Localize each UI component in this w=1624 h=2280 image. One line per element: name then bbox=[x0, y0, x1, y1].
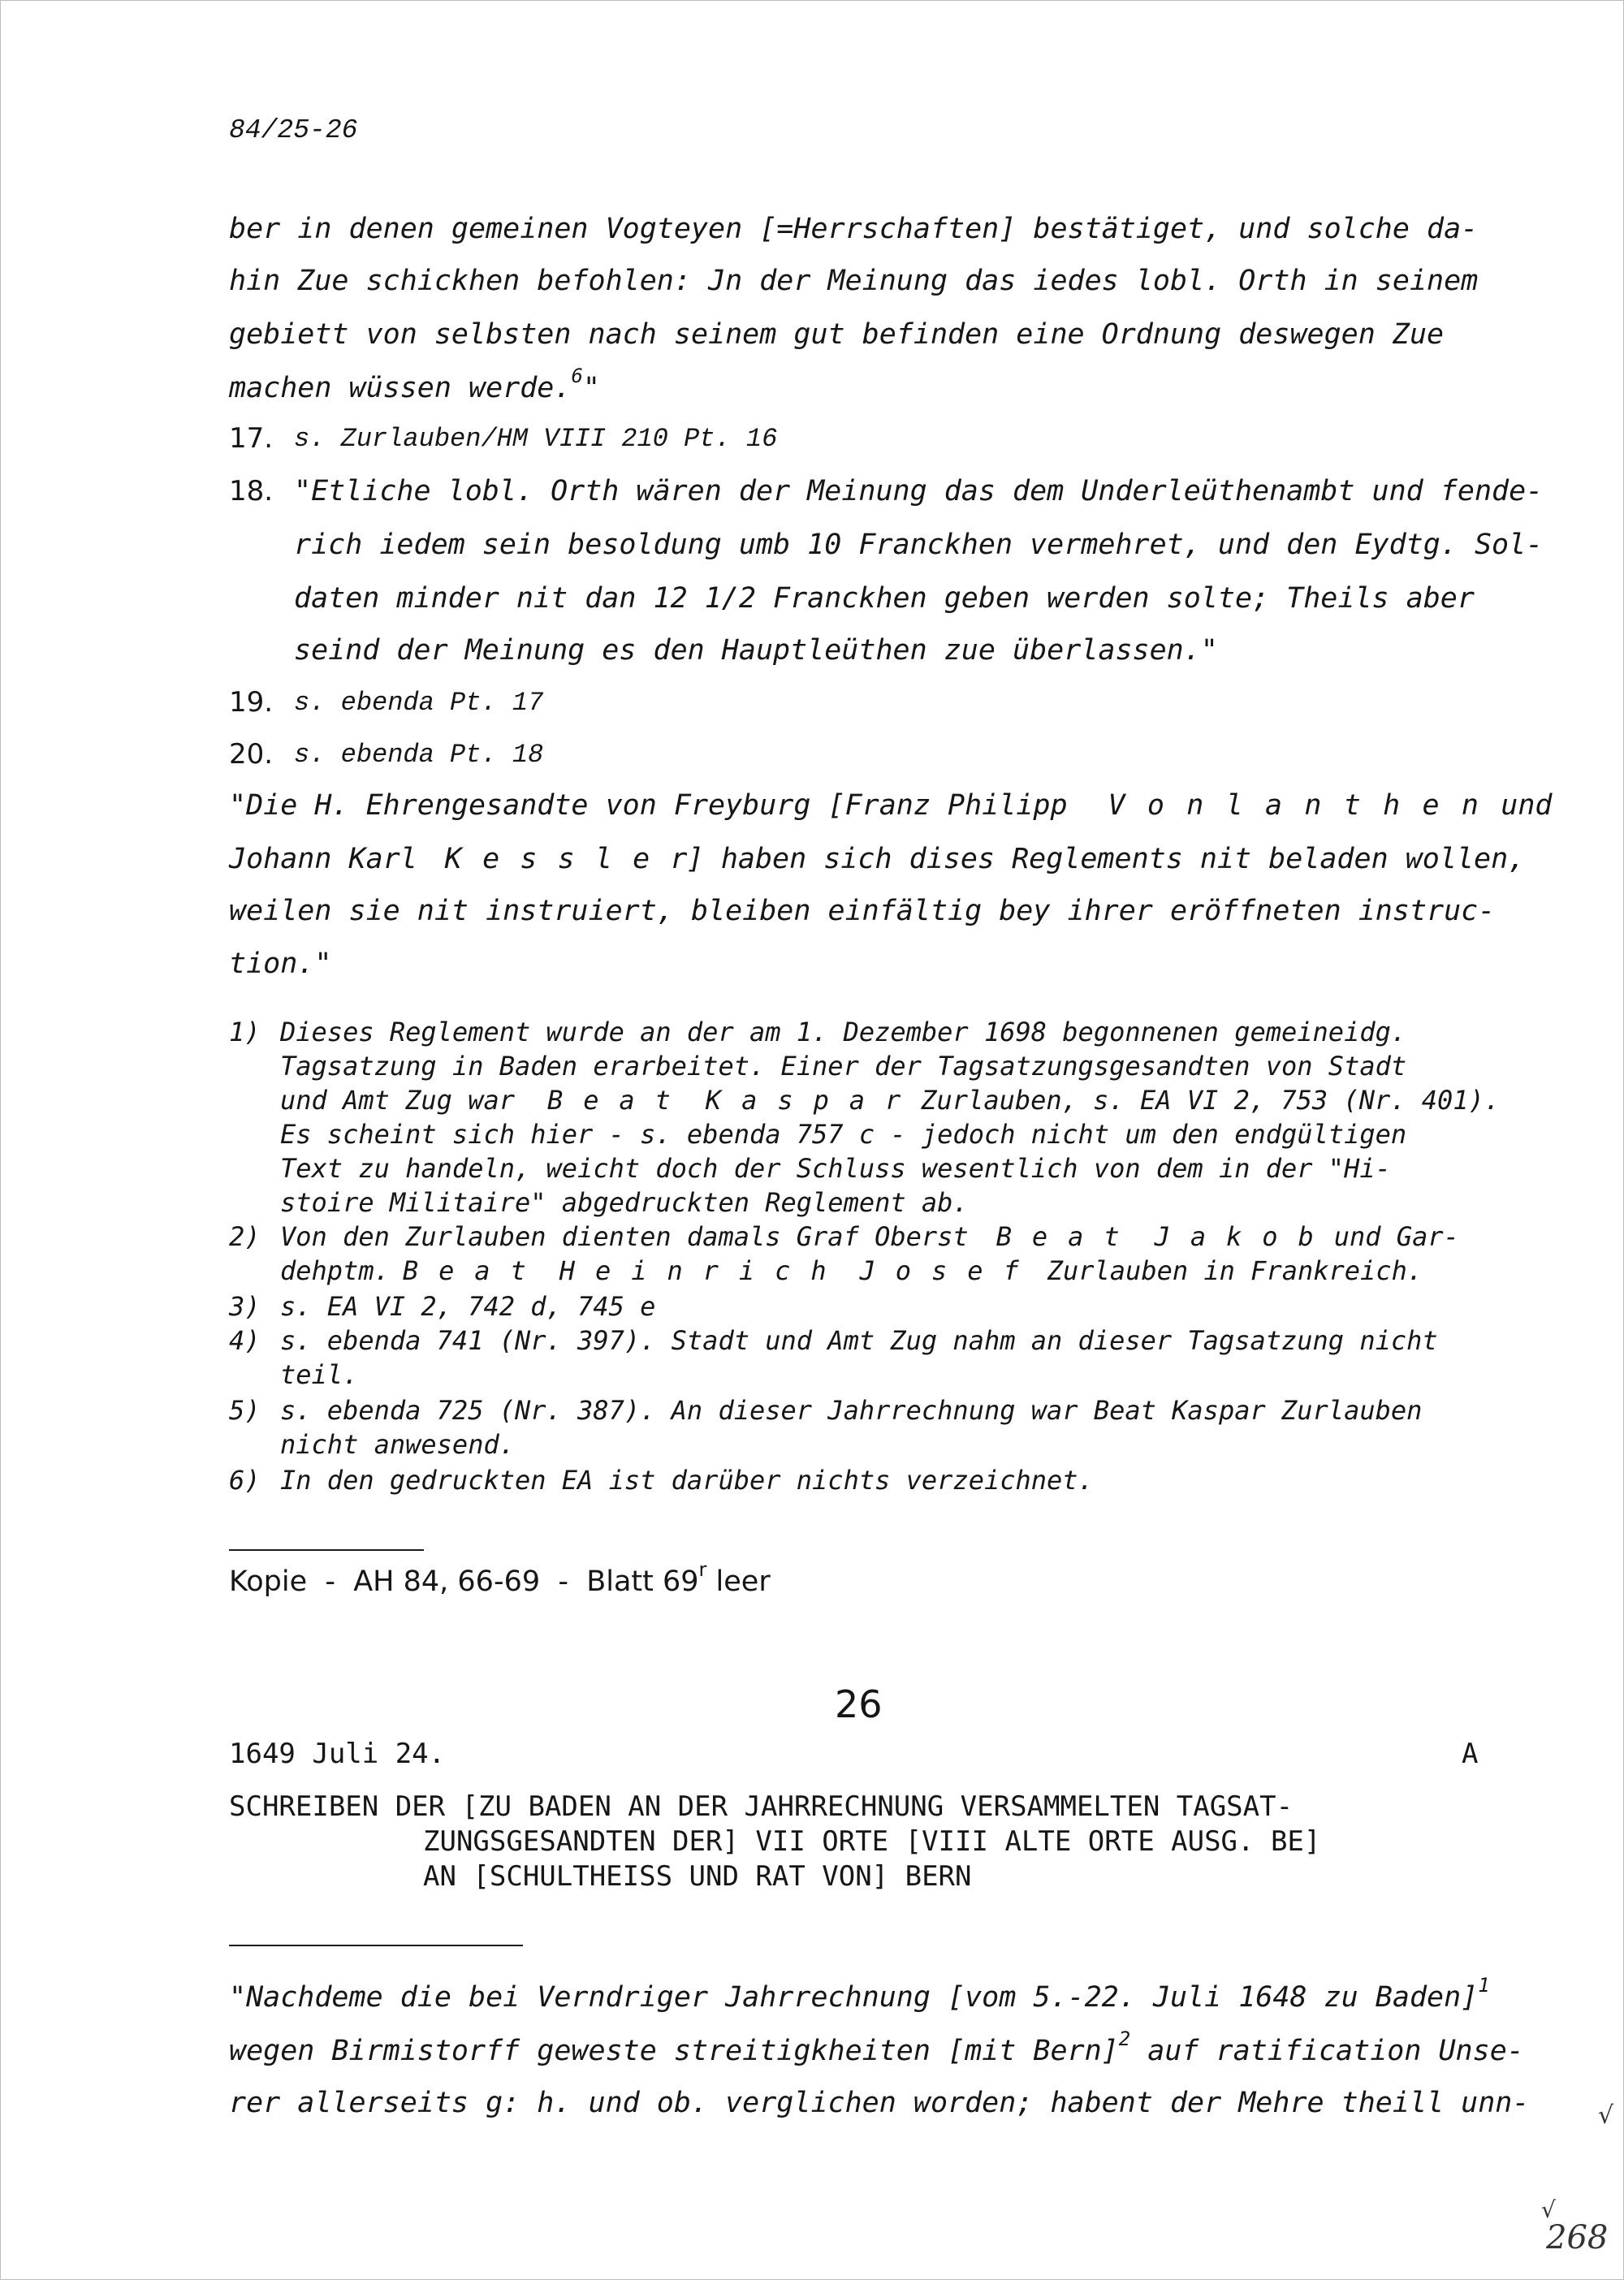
footnote-number: 1) bbox=[229, 1017, 261, 1047]
footnote-line: und Amt Zug war Beat KasparZurlauben, s. EA VI 2, 753 (Nr. 401). bbox=[280, 1085, 1501, 1116]
footnote-line: In den gedruckten EA ist darüber nichts verzeichnet. bbox=[280, 1465, 1094, 1496]
spaced-name: Beat bbox=[546, 1085, 691, 1116]
footnote-line: Tagsatzung in Baden erarbeitet. Einer der Tagsatzungsgesandten von Stadt bbox=[280, 1051, 1407, 1082]
spaced-name: Heinrich bbox=[559, 1255, 847, 1286]
copy-reference: Kopie - AH 84, 66-69 - Blatt 69$^r$ leer bbox=[229, 1558, 771, 1598]
footnote-line: Es scheint sich hier - s. ebenda 757 c - jedoch nicht um den endgültigen bbox=[280, 1119, 1407, 1150]
text-line: weilen sie nit instruiert, bleiben einfältig bey ihrer eröffneten instruc- bbox=[229, 895, 1496, 927]
footnote-ref: 6 bbox=[571, 365, 583, 387]
footnote-line: teil. bbox=[280, 1359, 359, 1390]
spaced-name: Vonlanthen bbox=[1108, 789, 1501, 822]
item-number: 20. bbox=[229, 738, 274, 771]
separator-rule bbox=[229, 1549, 424, 1551]
item-text: s. ebenda Pt. 17 bbox=[294, 688, 544, 718]
text-line: ber in denen gemeinen Vogteyen [=Herrschaften] bestätiget, und solche da- bbox=[229, 213, 1479, 245]
footnote-line: s. ebenda 741 (Nr. 397). Stadt und Amt Zug nahm an dieser Tagsatzung nicht bbox=[280, 1325, 1438, 1356]
footnote-line: nicht anwesend. bbox=[280, 1429, 515, 1460]
item-text: s. ebenda Pt. 18 bbox=[294, 740, 544, 770]
item-number: 19. bbox=[229, 686, 274, 719]
text-line: Johann Karl Kessler] haben sich dises Reglements nit beladen wollen, bbox=[229, 843, 1526, 875]
footnote-line: Text zu handeln, weicht doch der Schluss wesentlich von dem in der "Hi- bbox=[280, 1153, 1391, 1184]
item-text: s. Zurlauben/HM VIII 210 Pt. 16 bbox=[294, 424, 778, 454]
footnote-line: dehptm. Beat Heinrich Josef Zurlauben in Frankreich. bbox=[280, 1255, 1423, 1286]
text-line: rer allerseits g: h. und ob. verglichen worden; habent der Mehre theill unn- bbox=[229, 2087, 1530, 2119]
document-number: 26 bbox=[835, 1682, 883, 1726]
footnote-number: 6) bbox=[229, 1465, 261, 1496]
text-line: tion." bbox=[229, 948, 332, 980]
text-line: "Die H. Ehrengesandte von Freyburg [Franz Philipp Vonlanthenund bbox=[229, 789, 1553, 822]
footnote-number: 4) bbox=[229, 1325, 261, 1356]
text-line: machen wüssen werde.$^6$" bbox=[229, 365, 600, 404]
document-variant: A bbox=[1462, 1738, 1479, 1770]
text-line: wegen Birmistorff geweste streitigkheiten [mit Bern]$^2$ auf ratification Unse- bbox=[229, 2027, 1524, 2067]
text-line: rich iedem sein besoldung umb 10 Franckhen vermehret, und den Eydtg. Sol- bbox=[294, 529, 1544, 561]
document-date: 1649 Juli 24. bbox=[229, 1738, 446, 1770]
spaced-name: Kessler bbox=[444, 843, 708, 875]
margin-check-mark: √ bbox=[1598, 2101, 1614, 2130]
text-line: seind der Meinung es den Hauptleüthen zue überlassen." bbox=[294, 634, 1218, 667]
footnote-line: Von den Zurlauben dienten damals Graf Oberst Beat Jakobund Gar- bbox=[280, 1221, 1459, 1252]
text-line: hin Zue schickhen befohlen: Jn der Meinung das iedes lobl. Orth in seinem bbox=[229, 265, 1479, 297]
footnote-number: 5) bbox=[229, 1395, 261, 1426]
footnote-number: 3) bbox=[229, 1291, 261, 1322]
footnote-line: Dieses Reglement wurde an der am 1. Dezember 1698 begonnenen gemeineidg. bbox=[280, 1017, 1407, 1047]
margin-check-mark: √ bbox=[1541, 2196, 1556, 2223]
text-line: daten minder nit dan 12 1/2 Franckhen geben werden solte; Theils aber bbox=[294, 582, 1475, 615]
item-number: 18. bbox=[229, 475, 274, 507]
document-title-line: AN [SCHULTHEISS UND RAT VON] BERN bbox=[423, 1860, 972, 1893]
footnote-line: stoire Militaire" abgedruckten Reglement ab. bbox=[280, 1187, 969, 1218]
footnote-ref: 2 bbox=[1118, 2027, 1131, 2050]
spaced-name: Jakob bbox=[1154, 1221, 1334, 1252]
document-title-line: ZUNGSGESANDTEN DER] VII ORTE [VIII ALTE ORTE AUSG. BE] bbox=[423, 1825, 1321, 1858]
superscript: r bbox=[698, 1558, 707, 1581]
text-line: gebiett von selbsten nach seinem gut befinden eine Ordnung deswegen Zue bbox=[229, 318, 1445, 351]
spaced-name: Kaspar bbox=[705, 1085, 922, 1116]
item-number: 17. bbox=[229, 422, 274, 455]
footnote-line: s. EA VI 2, 742 d, 745 e bbox=[280, 1291, 656, 1322]
handwritten-page-number: 268 bbox=[1546, 2219, 1609, 2256]
spaced-name: Josef bbox=[859, 1255, 1039, 1286]
spaced-name: Beat bbox=[402, 1255, 546, 1286]
document-title-line: SCHREIBEN DER [ZU BADEN AN DER JAHRRECHNUNG VERSAMMELTEN TAGSAT- bbox=[229, 1790, 1294, 1823]
footnote-ref: 1 bbox=[1478, 1974, 1490, 1997]
spaced-name: Beat bbox=[996, 1221, 1140, 1252]
page-reference: 84/25-26 bbox=[229, 115, 358, 145]
text-line: "Nachdeme die bei Verndriger Jahrrechnung [vom 5.-22. Juli 1648 zu Baden]$^1$ bbox=[229, 1974, 1490, 2014]
text-line: "Etliche lobl. Orth wären der Meinung das dem Underleüthenambt und fende- bbox=[294, 475, 1544, 507]
footnote-number: 2) bbox=[229, 1221, 261, 1252]
footnote-line: s. ebenda 725 (Nr. 387). An dieser Jahrrechnung war Beat Kaspar Zurlauben bbox=[280, 1395, 1423, 1426]
separator-rule bbox=[229, 1945, 523, 1946]
